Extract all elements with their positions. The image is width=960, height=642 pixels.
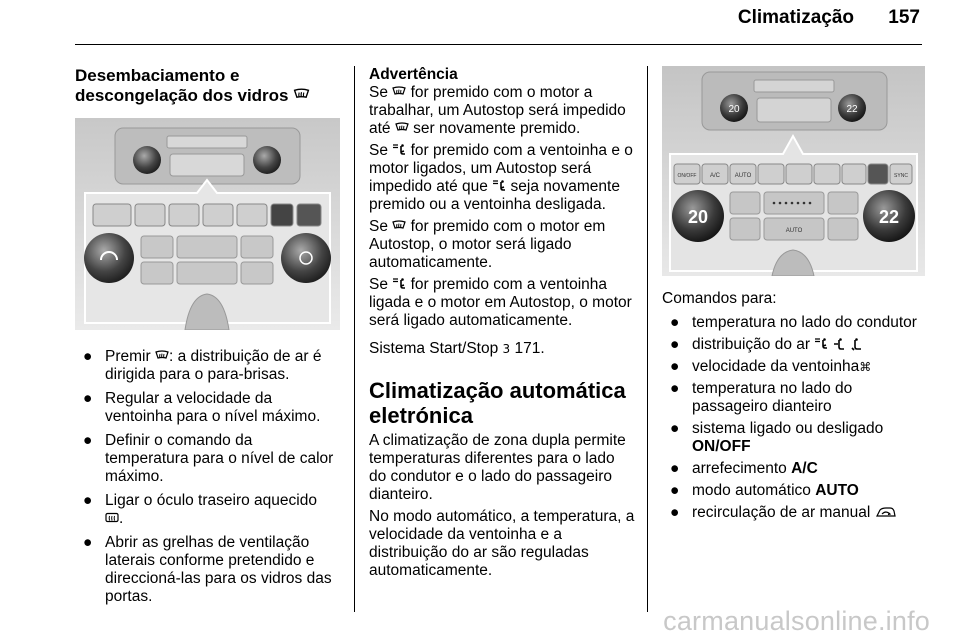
text: Se xyxy=(369,218,393,235)
section-heading-auto-climate: Climatização automática eletrónica xyxy=(369,378,626,428)
page-number: 157 xyxy=(888,7,920,28)
list-item xyxy=(662,460,925,478)
list-item xyxy=(75,390,340,426)
air-to-windshield-icon xyxy=(814,338,828,351)
item-text: temperatura no lado do passageiro dianteiro xyxy=(692,380,853,415)
column-3 xyxy=(662,66,925,526)
panel-ac-label: A/C xyxy=(709,173,721,179)
item-text: Regular a velocidade da ventoinha para o nível máximo. xyxy=(105,390,321,425)
list-item xyxy=(662,380,925,416)
item-text: recirculação de ar manual xyxy=(692,504,871,521)
panel-auto-label: AUTO xyxy=(734,173,752,179)
panel-sync-label: SYNC xyxy=(894,173,908,179)
warning-paragraph-1 xyxy=(369,84,635,138)
bullet: ● xyxy=(670,460,680,477)
bullet: ● xyxy=(83,348,93,365)
bullet: ● xyxy=(83,390,93,407)
text: for premido com a ventoinha e o motor ligados, um Autostop será impedido até que xyxy=(369,142,633,195)
bullet: ● xyxy=(83,492,93,509)
item-text: distribuição do ar xyxy=(692,336,811,353)
item-text: . xyxy=(119,510,124,527)
column-divider-2 xyxy=(647,66,648,612)
heading-text: Desembaciamento e descongelação dos vidros xyxy=(75,66,289,105)
text: seja novamente premido ou a ventoinha desligada. xyxy=(369,178,620,213)
defrost-steps-list xyxy=(75,348,340,606)
item-text: temperatura no lado do condutor xyxy=(692,314,917,331)
section-heading-defrost xyxy=(75,66,340,106)
text: Se xyxy=(369,84,393,101)
text: for premido com a ventoinha ligada e o motor em Autostop, o motor será ligado automaticamente. xyxy=(369,276,632,329)
page-header-title: Climatização xyxy=(737,7,854,28)
list-item xyxy=(75,534,340,606)
warning-paragraph-2 xyxy=(369,142,635,214)
text: Se xyxy=(369,276,393,293)
text: Sistema Start/Stop xyxy=(369,340,499,357)
bullet: ● xyxy=(670,482,680,499)
list-item xyxy=(75,492,340,528)
windshield-defrost-icon xyxy=(392,220,406,233)
text: for premido com o motor em Autostop, o motor será ligado automaticamente. xyxy=(369,218,606,271)
air-recirculation-icon xyxy=(875,506,897,519)
air-to-feet-icon xyxy=(851,338,865,351)
temp-right-small: 22 xyxy=(846,104,858,115)
body-paragraph-2: No modo automático, a temperatura, a velocidade da ventoinha e a distribuição do ar são reguladas automaticamente. xyxy=(369,508,635,579)
cross-reference xyxy=(369,340,635,358)
control-panel-figure xyxy=(75,118,340,330)
panel-onoff-label: ON/OFF xyxy=(677,173,697,179)
text: ser novamente premido. xyxy=(408,120,581,137)
controls-list xyxy=(662,314,925,522)
air-to-body-icon xyxy=(833,338,847,351)
list-item xyxy=(662,358,925,376)
windshield-defrost-icon xyxy=(155,350,169,363)
column-1 xyxy=(75,66,340,612)
temp-right-display: 22 xyxy=(878,207,900,227)
rear-window-heating-icon xyxy=(105,512,119,525)
temp-left-small: 20 xyxy=(728,104,740,115)
item-text: Ligar o óculo traseiro aquecido xyxy=(105,492,317,509)
climate-panel-illustration xyxy=(75,118,340,330)
controls-intro: Comandos para: xyxy=(662,290,777,307)
bullet: ● xyxy=(670,504,680,521)
text: for premido com o motor a trabalhar, um Autostop será impedido até xyxy=(369,84,626,137)
item-text: Abrir as grelhas de ventilação laterais conforme pretendido e direccioná-las para os vidros das portas. xyxy=(105,534,332,605)
body-paragraph-1: A climatização de zona dupla permite temperaturas diferentes para o lado do condutor e o lado do passageiro dianteiro. xyxy=(369,432,626,503)
item-text: arrefecimento xyxy=(692,460,792,477)
air-to-windshield-icon xyxy=(492,180,506,193)
bullet: ● xyxy=(83,534,93,551)
item-text: : a distribuição de ar é dirigida para o para-brisas. xyxy=(105,348,322,383)
column-divider-1 xyxy=(354,66,355,612)
auto-climate-panel-figure xyxy=(662,66,925,276)
bullet: ● xyxy=(670,336,680,353)
item-bold-text: AUTO xyxy=(815,482,859,499)
warning-paragraph-3 xyxy=(369,218,635,272)
text: 171. xyxy=(510,340,545,357)
bullet: ● xyxy=(83,432,93,449)
item-text: Premir xyxy=(105,348,155,365)
item-text: modo automático xyxy=(692,482,816,499)
list-item xyxy=(662,482,925,500)
bullet: ● xyxy=(670,314,680,331)
page-arrow-icon: 3 xyxy=(502,342,511,356)
item-text: velocidade da ventoinha xyxy=(692,358,860,375)
auto-climate-panel-illustration xyxy=(662,66,925,276)
item-bold-text: ON/OFF xyxy=(692,438,751,455)
temp-left-display: 20 xyxy=(687,207,709,227)
list-item xyxy=(75,348,340,384)
text: Se xyxy=(369,142,393,159)
item-text: Definir o comando da temperatura para o nível de calor máximo. xyxy=(105,432,334,485)
list-item xyxy=(662,504,925,522)
watermark: carmanualsonline.info xyxy=(663,606,930,636)
bullet: ● xyxy=(670,380,680,397)
item-text: sistema ligado ou desligado xyxy=(692,420,884,437)
list-item xyxy=(662,336,925,354)
bullet: ● xyxy=(670,358,680,375)
list-item xyxy=(662,314,925,332)
fan-icon: ⌘ xyxy=(859,360,872,374)
windshield-defrost-icon xyxy=(293,88,310,103)
panel-auto-label-lower: AUTO xyxy=(785,228,803,234)
warning-paragraph-4 xyxy=(369,276,635,330)
air-to-windshield-icon xyxy=(392,278,406,291)
item-bold-text: A/C xyxy=(791,460,818,477)
header-rule xyxy=(75,44,922,45)
air-to-windshield-icon xyxy=(392,144,406,157)
list-item xyxy=(75,432,340,486)
warning-title: Advertência xyxy=(369,66,458,83)
column-2 xyxy=(369,66,635,580)
bullet: ● xyxy=(670,420,680,437)
windshield-defrost-icon xyxy=(392,86,406,99)
windshield-defrost-icon xyxy=(395,122,409,135)
list-item xyxy=(662,420,925,456)
